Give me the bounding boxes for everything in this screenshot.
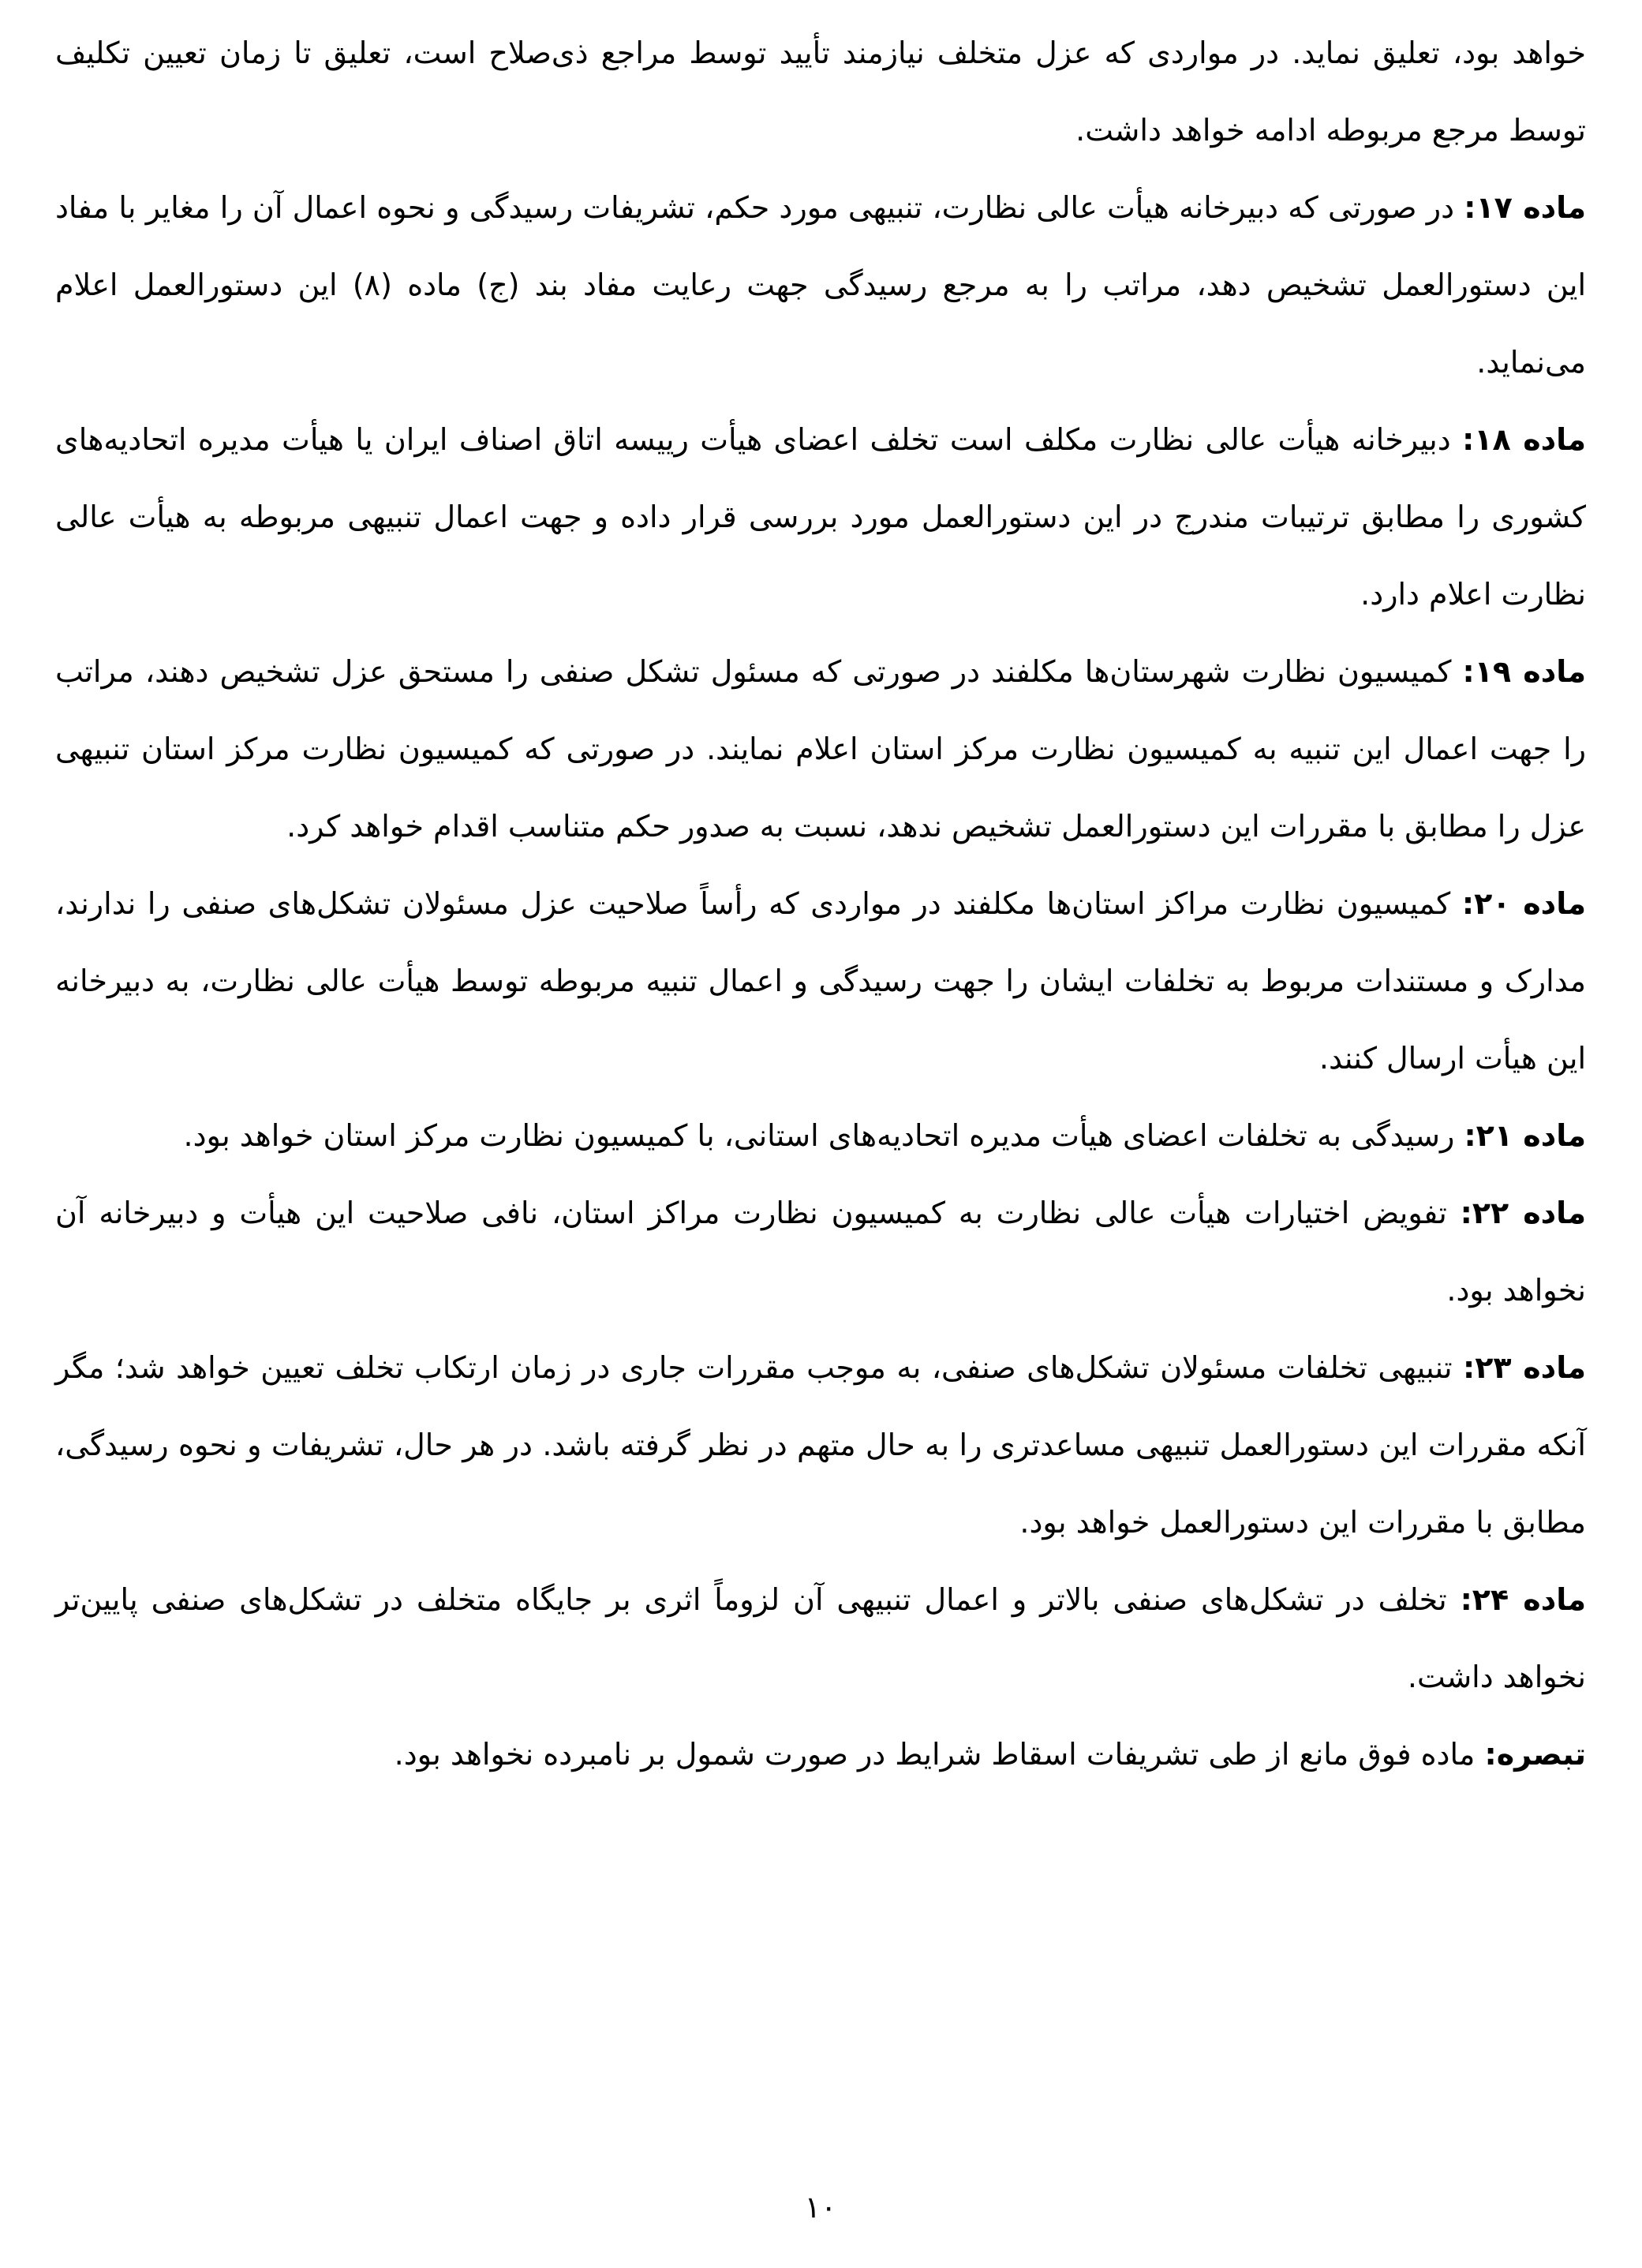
article-text: دبیرخانه هیأت عالی نظارت مکلف است تخلف اعضای هیأت رییسه اتاق اصناف ایران یا هیأت مدیره اتحادیه‌های کشوری را مطابق ترتیبات مندرج در این دستورالعمل مورد بررسی قرار داده و جهت اعمال تنبیهی مربوطه به هیأت عالی نظارت اعلام دارد.: [55, 422, 1586, 612]
article-text: کمیسیون نظارت مراکز استان‌ها مکلفند در مواردی که رأساً صلاحیت عزل مسئولان تشکل‌های صنفی را ندارند، مدارک و مستندات مربوط به تخلفات ایشان را جهت رسیدگی و اعمال تنبیه مربوطه توسط هیأت عالی نظارت، به دبیرخانه این هیأت ارسال کنند.: [55, 886, 1586, 1076]
paragraph-text: خواهد بود، تعلیق نماید. در مواردی که عزل متخلف نیازمند تأیید توسط مراجع ذی‌صلاح است، تعلیق تا زمان تعیین تکلیف توسط مرجع مربوطه ادامه خواهد داشت.: [55, 36, 1586, 148]
article-label: ماده ۲۳:: [1463, 1350, 1586, 1385]
article-label: ماده ۲۰:: [1461, 886, 1586, 921]
article-text: در صورتی که دبیرخانه هیأت عالی نظارت، تنبیهی مورد حکم، تشریفات رسیدگی و نحوه اعمال آن را مغایر با مفاد این دستورالعمل تشخیص دهد، مراتب را به مرجع رسیدگی جهت رعایت مفاد بند (ج) ماده (۸) این دستورالعمل اعلام می‌نماید.: [55, 190, 1586, 380]
article-text: تنبیهی تخلفات مسئولان تشکل‌های صنفی، به موجب مقررات جاری در زمان ارتکاب تخلف تعیین خواهد شد؛ مگر آنکه مقررات این دستورالعمل تنبیهی مساعدتری را به حال متهم در نظر گرفته باشد. در هر حال، تشریفات و نحوه رسیدگی، مطابق با مقررات این دستورالعمل خواهد بود.: [55, 1350, 1586, 1540]
article-text: کمیسیون نظارت شهرستان‌ها مکلفند در صورتی که مسئول تشکل صنفی را مستحق عزل تشخیص دهند، مراتب را جهت اعمال این تنبیه به کمیسیون نظارت مرکز استان اعلام نمایند. در صورتی که کمیسیون نظارت مرکز استان تنبیهی عزل را مطابق با مقررات این دستورالعمل تشخیص ندهد، نسبت به صدور حکم متناسب اقدام خواهد کرد.: [55, 654, 1586, 844]
article-24: [55, 1561, 1586, 1716]
document-body: [55, 14, 1586, 1793]
article-text: تخلف در تشکل‌های صنفی بالاتر و اعمال تنبیهی آن لزوماً اثری بر جایگاه متخلف در تشکل‌های صنفی پایین‌تر نخواهد داشت.: [55, 1582, 1586, 1694]
note-text: ماده فوق مانع از طی تشریفات اسقاط شرایط در صورت شمول بر نامبرده نخواهد بود.: [394, 1737, 1485, 1772]
article-22: [55, 1174, 1586, 1329]
article-23: [55, 1329, 1586, 1561]
article-label: ماده ۲۲:: [1460, 1196, 1586, 1230]
article-label: ماده ۱۹:: [1462, 654, 1586, 689]
article-17: [55, 169, 1586, 401]
article-label: ماده ۲۴:: [1460, 1582, 1586, 1617]
article-label: ماده ۱۷:: [1464, 190, 1586, 225]
article-text: تفویض اختیارات هیأت عالی نظارت به کمیسیون نظارت مراکز استان، نافی صلاحیت این هیأت و دبیرخانه آن نخواهد بود.: [55, 1196, 1586, 1308]
article-19: [55, 633, 1586, 865]
paragraph-continuation: [55, 14, 1586, 169]
note-paragraph: [55, 1716, 1586, 1793]
note-label: تبصره:: [1484, 1737, 1586, 1772]
article-20: [55, 865, 1586, 1097]
article-text: رسیدگی به تخلفات اعضای هیأت مدیره اتحادیه‌های استانی، با کمیسیون نظارت مرکز استان خواهد بود.: [183, 1118, 1464, 1153]
article-label: ماده ۲۱:: [1464, 1118, 1586, 1153]
page-number: ۱۰: [804, 2190, 837, 2225]
article-label: ماده ۱۸:: [1462, 422, 1586, 457]
article-18: [55, 401, 1586, 633]
article-21: [55, 1097, 1586, 1174]
